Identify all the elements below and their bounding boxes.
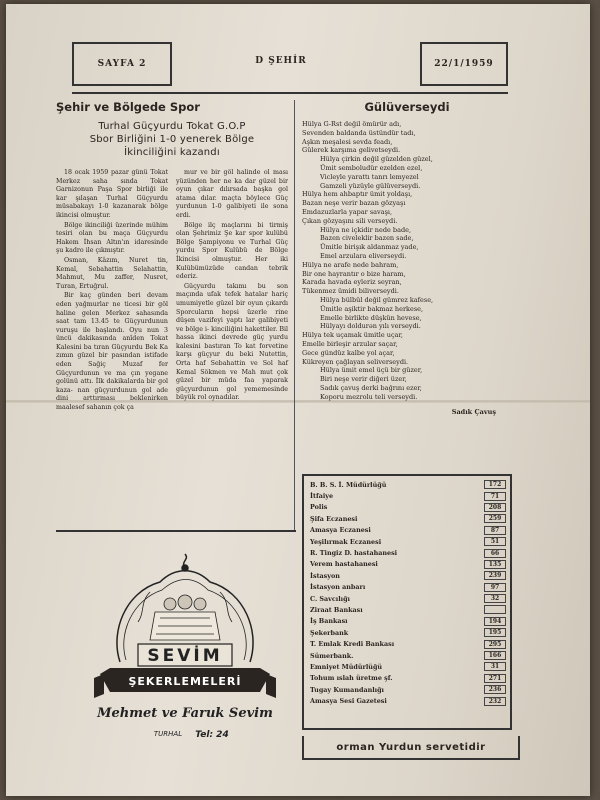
phone-entry-number: 194 bbox=[484, 617, 506, 626]
column-rule bbox=[294, 100, 295, 530]
poem-line: Ümitle birişık aldanmaz yade, bbox=[320, 243, 419, 252]
issue-date: 22/1/1959 bbox=[434, 59, 494, 69]
phone-entry-number: 51 bbox=[484, 537, 506, 546]
ad-city: TURHAL bbox=[153, 730, 183, 738]
poem-line: Sadık çavuş derki bağrını ezer, bbox=[320, 383, 422, 392]
poem-line: Hülya ne içkidir nede bade, bbox=[320, 225, 412, 234]
phone-row bbox=[310, 582, 506, 593]
phone-entry-name: İtfaiye bbox=[310, 492, 334, 501]
phone-directory bbox=[302, 474, 512, 730]
poem-title: Gülüverseydi bbox=[364, 100, 450, 114]
phone-entry-number: 172 bbox=[484, 480, 506, 489]
poem-line: Gülerek karşıma gelivetseydi. bbox=[302, 146, 401, 155]
phone-entry-name: Amasya Sesi Gazetesi bbox=[310, 697, 387, 706]
phone-entry-number: 271 bbox=[484, 674, 506, 683]
phone-entry-name: Şifa Eczanesi bbox=[310, 514, 358, 523]
poem-line: Hülya bülbül değil gümrez kafese, bbox=[320, 295, 434, 304]
brand-subtitle: ŞEKERLEMELERİ bbox=[128, 675, 242, 688]
phone-entry-name: B. B. S. İ. Müdürlüğü bbox=[310, 480, 387, 489]
phone-entry-name: İş Bankası bbox=[310, 617, 348, 626]
phone-row bbox=[310, 547, 506, 558]
poem-line: Ümitle aşiktir bakmaz herkese, bbox=[320, 304, 424, 313]
poem-line: Hülya çirkin değil güzelden güzel, bbox=[320, 155, 433, 164]
poem-line: Ümit semboludür ezelden ezel, bbox=[320, 163, 423, 172]
poem-line: Çıkan gözyaşını sili verseydi. bbox=[302, 216, 398, 225]
phone-row bbox=[310, 616, 506, 627]
phone-entry-name: Amasya Eczanesi bbox=[310, 526, 371, 535]
phone-entry-name: İstasyon anbarı bbox=[310, 583, 366, 592]
phone-entry-name: Verem hastahanesi bbox=[310, 560, 378, 569]
phone-entry-number: 166 bbox=[484, 651, 506, 660]
poem-line: Emel arzulara eliverseydi. bbox=[320, 251, 407, 260]
poem-author: Sadık Çavuş bbox=[451, 407, 496, 416]
paragraph: Güçyurdu takımı bu son maçında ufak tefek hatalar hariç umumiyetle güzel bir oyun çıkardı Sporcuların hepsi üzerle rine düşen vazifeyi yaptı lar galibiyeti ve bölge i- kinciliğini hakettiler. Bil hassa ikinci devrede güç yurdu kalesini bastıran To kat forvetine karşı güçyur du beki Nutettin, Orta haf Sebahattin ve Sol haf Kemal Sökmen ve Mah mut çok güzel bir müda faa yaparak güçyurdunun gol yememesinde büyük rol oynadılar. bbox=[176, 282, 288, 402]
article-column-1 bbox=[56, 169, 168, 414]
phone-row bbox=[310, 684, 506, 695]
phone-row bbox=[310, 502, 506, 513]
newspaper-page bbox=[6, 4, 590, 796]
subtitle-line: Turhal Güçyurdu Tokat G.O.P bbox=[98, 121, 246, 132]
paragraph: Bölge ikinciliği üzerinde mühim tesiri olan bu maça Güçyurdu Hakem İhsan Altın'ın idaresinde şu kadro ile çıkmıştır. bbox=[56, 221, 168, 255]
poem-line: Hülya hem ahbaptır ümit yoldaşı, bbox=[302, 190, 413, 199]
phone-entry-number: 31 bbox=[484, 662, 506, 671]
subtitle-line: İkinciliğini kazandı bbox=[124, 147, 220, 158]
phone-entry-number: 232 bbox=[484, 697, 506, 706]
header-rule bbox=[72, 92, 508, 94]
phone-entry-number: 208 bbox=[484, 503, 506, 512]
slogan-text: orman Yurdun servetidir bbox=[336, 741, 486, 753]
sevim-candy-advertisement bbox=[90, 552, 280, 752]
phone-entry-name: T. Emlak Kredi Bankası bbox=[310, 640, 395, 649]
paragraph: Osman, Kâzım, Nuret tin, Kemal, Sebahattin Selahattin, Mahmut, Mu zaffer, Nusret, Turan, Ertuğrul. bbox=[56, 256, 168, 290]
masthead-title: D ŞEHİR bbox=[255, 56, 307, 66]
poem-line: Bir one hayrantır o bize haram, bbox=[302, 269, 406, 278]
brand-name: SEVİM bbox=[147, 646, 223, 666]
poem-line: Sevenden baldanda üstündür tadı, bbox=[302, 128, 416, 137]
phone-entry-number: 195 bbox=[484, 628, 506, 637]
paragraph: Bölge ilç maçlarını bi tirmiş olan Şehrimiz Şe kar spor kulübü Bölge Şampiyonu ve Turhal Güç yurdu Spor Kulübü de Bölge İkincisi olmuştur. Her iki Kulübümüzüde candan tebrik ederiz. bbox=[176, 221, 288, 281]
poem-section bbox=[302, 100, 512, 416]
phone-entry-number: 135 bbox=[484, 560, 506, 569]
poem-line: Hülya ne arafe nede bahram, bbox=[302, 260, 399, 269]
article-title: Şehir ve Bölgede Spor bbox=[56, 100, 200, 114]
article-subtitle bbox=[56, 120, 288, 159]
poem-line: Gamzeli yüzüyle gülüverseydi. bbox=[320, 181, 421, 190]
phone-entry-name: Emniyet Müdürlüğü bbox=[310, 662, 383, 671]
poem-line: Emelle birlikte düşkün hevese, bbox=[320, 313, 422, 322]
poem-line: Emdazuzlarla yapar savaşı, bbox=[302, 207, 393, 216]
article-bottom-rule bbox=[56, 530, 296, 532]
phone-entry-number: 259 bbox=[484, 514, 506, 523]
sport-article bbox=[56, 100, 288, 414]
paragraph: mur ve bir göl halinde ol ması yüzünden her ne ka dar güzel bir oyun çıkar dılırsada başka gol atama dılar. maçta böylece Güç yurdunun 1-0 galibiyeti ile sona erdi. bbox=[176, 169, 288, 219]
poem-line: Gece gündüz kalbe yol açar, bbox=[302, 348, 395, 357]
paragraph: Bir kaç günden beri devam eden yağmurlar ne ticesi bir göl haline gelen Merkez sahasında saat tam 13.45 te Güçyurdunun vuruşu ile başlandı. Oyu nun 3 üncü dakikasında anîden Tokat Kalesini ba tıran Güçyurdu Bek Ka zımın güzel bir pasından istifade eden Sağiç Muzaf fer Güçyurdunun ve ma çın yegane golünü attı. İlk dakikalarda bir gol kaza- nan güçyurdunun gol ade dini arttırması beklenirken maalesef sahanın çok ça bbox=[56, 292, 168, 412]
phone-entry-name: Şekerbank bbox=[310, 628, 349, 637]
subtitle-line: Sbor Birliğini 1-0 yenerek Bölge bbox=[89, 134, 255, 145]
poem-line: Hülya tek uçamak ümitle uçar, bbox=[302, 331, 403, 340]
article-column-2 bbox=[176, 169, 288, 414]
poem-line: Hülya G-Rst değil ömürür adı, bbox=[302, 120, 402, 128]
phone-entry-number: 71 bbox=[484, 492, 506, 501]
page-number: SAYFA 2 bbox=[97, 59, 147, 69]
phone-row bbox=[310, 604, 506, 615]
phone-entry-number: 32 bbox=[484, 594, 506, 603]
poem-line: Bazen civeleklir bazen sade, bbox=[320, 234, 414, 243]
phone-row bbox=[310, 513, 506, 524]
phone-entry-name: Sümerbank. bbox=[310, 651, 354, 660]
phone-row bbox=[310, 650, 506, 661]
footer-slogan bbox=[302, 736, 520, 760]
phone-entry-number: 87 bbox=[484, 526, 506, 535]
poem-line: Emelle birleşir arzular saçar, bbox=[302, 339, 398, 348]
phone-row bbox=[310, 638, 506, 649]
phone-row bbox=[310, 661, 506, 672]
phone-row bbox=[310, 627, 506, 638]
phone-entry-name: R. Tingiz D. hastahanesi bbox=[310, 549, 398, 558]
phone-entry-name: Ziraat Bankası bbox=[310, 605, 363, 614]
page-number-box bbox=[72, 42, 172, 86]
poem-line: Karada havada eyleriz seyran, bbox=[302, 278, 402, 287]
phone-row bbox=[310, 536, 506, 547]
phone-row bbox=[310, 525, 506, 536]
phone-entry-name: İstasyon bbox=[310, 571, 340, 580]
poem-line: Hülyayı doldurən yılı verseydi. bbox=[320, 322, 421, 331]
poem-line: Biri neşe verir diğeri üzer, bbox=[320, 375, 407, 384]
phone-row bbox=[310, 695, 506, 706]
poem-line: Kükreyen çağlayan seliverseydi. bbox=[302, 357, 409, 366]
ad-phone: Tel: 24 bbox=[195, 730, 229, 740]
paragraph: 18 ocak 1959 pazar günü Tokat Merkez saha sında Tokat Garnizonun Paşa Spor birliği ile kar şılaşan Turhal Güçyurdu müsabakayı 1-0 kazanarak bölge ikincisi olmuştur. bbox=[56, 169, 168, 219]
poem-body bbox=[302, 120, 512, 402]
poem-line: Tükenmez ümidi biliverseydi. bbox=[302, 287, 399, 296]
phone-row bbox=[310, 673, 506, 684]
phone-row bbox=[310, 593, 506, 604]
candy-illustration bbox=[150, 595, 220, 640]
phone-entry-number: 236 bbox=[484, 685, 506, 694]
phone-entry-number: 66 bbox=[484, 549, 506, 558]
phone-row bbox=[310, 570, 506, 581]
phone-entry-name: Tohum ıslah üretme şf. bbox=[310, 674, 393, 683]
phone-entry-name: C. Savcılığı bbox=[310, 594, 350, 603]
poem-line: Aşkın meşalesi sevda feadı, bbox=[302, 137, 393, 146]
poem-line: Vicleyle yarattı tanrı lemyezel bbox=[320, 172, 419, 181]
phone-row bbox=[310, 559, 506, 570]
phone-row bbox=[310, 479, 506, 490]
poem-line: Bazan neşe verir bazan gözyaşı bbox=[302, 199, 406, 208]
phone-entry-number: 239 bbox=[484, 571, 506, 580]
phone-entry-number bbox=[484, 605, 506, 614]
article-columns bbox=[56, 169, 288, 414]
phone-entry-number: 295 bbox=[484, 640, 506, 649]
poem-line: Koporu mezrolu teli verseydi. bbox=[320, 392, 418, 401]
phone-row bbox=[310, 490, 506, 501]
phone-entry-name: Yeşilırmak Eczanesi bbox=[310, 537, 382, 546]
owner-names: Mehmet ve Faruk Sevim bbox=[97, 706, 273, 721]
date-box bbox=[420, 42, 508, 86]
poem-line: Hülya ümit emel üçü bir güzer, bbox=[320, 366, 423, 375]
phone-entry-name: Tugay Kumandanlığı bbox=[310, 685, 384, 694]
phone-entry-number: 97 bbox=[484, 583, 506, 592]
phone-entry-name: Polis bbox=[310, 503, 328, 512]
